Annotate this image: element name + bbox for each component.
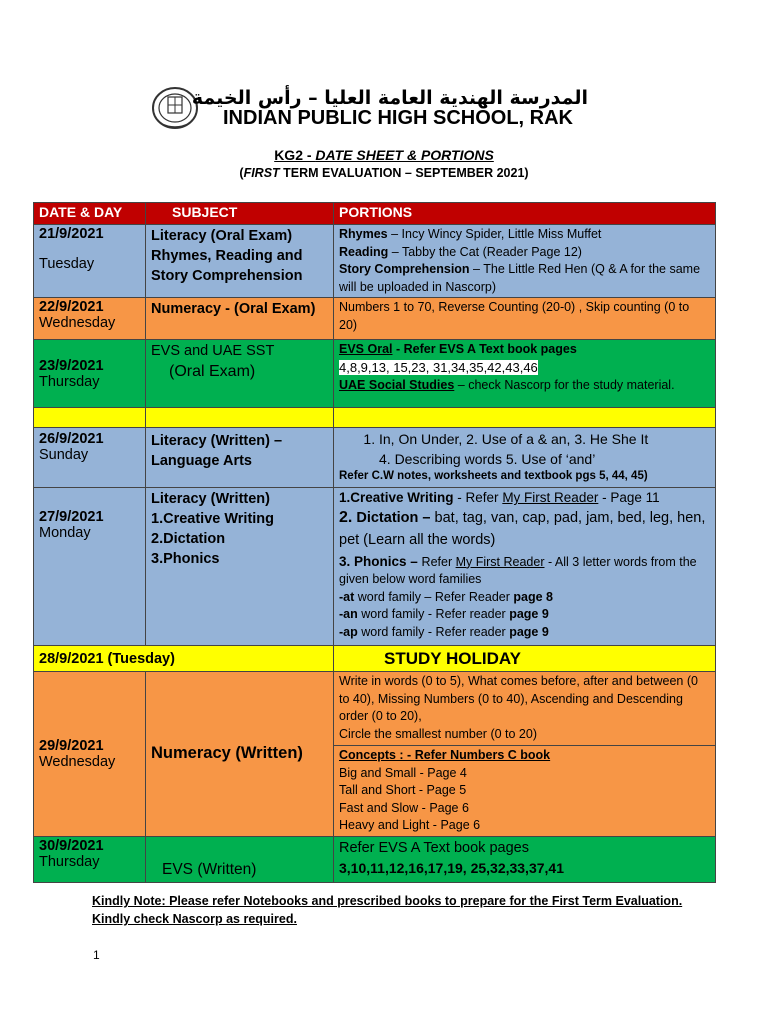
concept-item: Big and Small - Page 4 bbox=[339, 765, 467, 780]
subject-line: EVS and UAE SST bbox=[151, 343, 275, 359]
row-day: Wednesday bbox=[39, 753, 116, 770]
portion-label: 1.Creative Writing bbox=[339, 490, 454, 505]
date-cell bbox=[34, 672, 146, 837]
portion-text: – Tabby the Cat (Reader Page 12) bbox=[388, 244, 582, 259]
subtitle-first: FIRST bbox=[243, 166, 280, 180]
table-row bbox=[34, 340, 716, 408]
portions-cell bbox=[334, 746, 716, 837]
portions-cell bbox=[334, 225, 716, 298]
portion-text: Refer EVS A Text book pages bbox=[339, 839, 529, 856]
list-item: 4. Describing words 5. Use of ‘and’ bbox=[379, 451, 596, 467]
portion-pages: 3,10,11,12,16,17,19, 25,32,33,37,41 bbox=[339, 859, 564, 876]
page-ref: page 8 bbox=[513, 589, 553, 604]
subject-cell bbox=[146, 340, 334, 408]
title-prefix: KG2 - bbox=[274, 147, 316, 163]
subject-part: EVS bbox=[162, 860, 198, 878]
portion-text: word family - Refer reader bbox=[357, 624, 510, 639]
subject-cell: Literacy (Written) – Language Arts bbox=[146, 428, 334, 488]
portions-cell bbox=[334, 836, 716, 882]
subject-line: (Oral Exam) bbox=[169, 363, 256, 380]
row-date: 21/9/2021 bbox=[39, 226, 104, 242]
word-family: -ap bbox=[339, 624, 358, 639]
page-subtitle bbox=[0, 166, 768, 180]
date-cell bbox=[34, 340, 146, 408]
row-day: Sunday bbox=[39, 447, 89, 463]
table-row bbox=[34, 488, 716, 646]
subject-line: 3.Phonics bbox=[151, 551, 220, 567]
row-day: Wednesday bbox=[39, 315, 116, 331]
concepts-heading: Concepts : - Refer Numbers C book bbox=[339, 748, 551, 762]
page-number: 1 bbox=[93, 948, 100, 962]
portion-list bbox=[339, 429, 710, 449]
concept-item: Heavy and Light - Page 6 bbox=[339, 818, 481, 832]
row-date: 26/9/2021 bbox=[39, 431, 104, 447]
subject-cell bbox=[146, 836, 334, 882]
table-header-row bbox=[34, 203, 716, 225]
portion-text: word family – Refer Reader bbox=[354, 589, 514, 604]
subject-line: 2.Dictation bbox=[151, 531, 226, 547]
table-row bbox=[34, 225, 716, 298]
portion-label: Phonics – bbox=[350, 553, 422, 569]
portion-text: word family - Refer reader bbox=[357, 607, 510, 621]
book-name: My First Reader bbox=[455, 554, 545, 569]
row-date: 30/9/2021 bbox=[39, 837, 104, 854]
portion-label: UAE Social Studies bbox=[339, 378, 455, 392]
date-cell bbox=[34, 488, 146, 646]
header-date: DATE & DAY bbox=[34, 203, 146, 225]
header-subject: SUBJECT bbox=[146, 203, 334, 225]
word-family: -at bbox=[339, 589, 355, 604]
word-family: -an bbox=[339, 607, 358, 621]
school-name: INDIAN PUBLIC HIGH SCHOOL, RAK bbox=[223, 107, 573, 129]
table-row bbox=[34, 298, 716, 340]
portion-text: - Page 11 bbox=[598, 490, 660, 505]
portion-note: Refer C.W notes, worksheets and textbook pgs 5, 44, 45) bbox=[339, 470, 648, 482]
portions-cell bbox=[334, 488, 716, 646]
row-date: 22/9/2021 bbox=[39, 299, 104, 315]
portion-label: EVS Oral bbox=[339, 342, 393, 356]
portion-text: Circle the smallest number (0 to 20) bbox=[339, 726, 537, 741]
subtitle-open: ( bbox=[239, 166, 244, 180]
table-row bbox=[34, 428, 716, 488]
portion-text: – The Little Red Hen (Q & A for the same will be uploaded in Nascorp) bbox=[339, 262, 701, 294]
portion-text: - Refer bbox=[453, 490, 503, 505]
table-row bbox=[34, 408, 716, 428]
portions-cell: Numbers 1 to 70, Reverse Counting (20-0) , Skip counting (0 to 20) bbox=[334, 298, 716, 340]
subject-cell: Literacy (Oral Exam) Rhymes, Reading and Story Comprehension bbox=[146, 225, 334, 298]
portion-text: - All 3 letter words from the given below word families bbox=[339, 554, 697, 586]
subject-cell: Numeracy - (Oral Exam) bbox=[146, 298, 334, 340]
date-cell bbox=[34, 225, 146, 298]
header-portions: PORTIONS bbox=[334, 203, 716, 225]
table-row bbox=[34, 646, 716, 672]
concept-item: Fast and Slow - Page 6 bbox=[339, 800, 469, 815]
date-sheet-table bbox=[33, 202, 716, 883]
row-day: Monday bbox=[39, 525, 91, 541]
portions-cell bbox=[334, 340, 716, 408]
page-title bbox=[0, 147, 768, 163]
portion-text: bat, tag, van, cap, pad, jam, bed, leg, hen, pet (Learn all the words) bbox=[339, 509, 706, 548]
row-day: Tuesday bbox=[39, 256, 95, 272]
subject-cell bbox=[146, 488, 334, 646]
subject-line: 1.Creative Writing bbox=[151, 511, 275, 527]
portion-label: Reading bbox=[339, 244, 389, 259]
school-header bbox=[150, 85, 590, 133]
portion-text: – Incy Wincy Spider, Little Miss Muffet bbox=[387, 227, 602, 241]
portion-text: Write in words (0 to 5), What comes before, after and between (0 to 40), Missing Numbers (0 to 40), Ascending and Descending order (0 to 20), bbox=[339, 674, 698, 723]
portion-label: Dictation – bbox=[352, 509, 435, 526]
portions-cell bbox=[334, 672, 716, 746]
portion-text: - Refer EVS A Text book pages bbox=[392, 342, 577, 356]
list-item: 1. In, On Under, 2. Use of a & an, 3. He She It bbox=[379, 429, 710, 449]
portion-text: Refer bbox=[421, 554, 456, 569]
portions-cell bbox=[334, 428, 716, 488]
row-date: 23/9/2021 bbox=[39, 357, 104, 374]
holiday-label: STUDY HOLIDAY bbox=[334, 646, 716, 672]
portion-label: Story Comprehension bbox=[339, 262, 470, 276]
kindly-note: Kindly Note: Please refer Notebooks and prescribed books to prepare for the First Term Evaluation. Kindly check Nascorp as required. bbox=[92, 894, 683, 926]
holiday-date: 28/9/2021 (Tuesday) bbox=[34, 646, 334, 672]
subject-cell: Numeracy (Written) bbox=[146, 672, 334, 837]
page-ref: page 9 bbox=[509, 624, 549, 639]
empty-cell bbox=[146, 408, 334, 428]
title-main: DATE SHEET & PORTIONS bbox=[315, 147, 494, 163]
portion-num: 2. bbox=[339, 508, 353, 526]
school-name-arabic: المدرسة الهندية العامة العليا – رأس الخيمة bbox=[191, 87, 588, 109]
row-day: Thursday bbox=[39, 853, 100, 870]
portion-label: Rhymes bbox=[339, 227, 388, 241]
row-day: Thursday bbox=[39, 373, 100, 390]
empty-cell bbox=[334, 408, 716, 428]
subject-line: Literacy (Written) bbox=[151, 491, 270, 507]
portion-pages: 4,8,9,13, 15,23, 31,34,35,42,43,46 bbox=[339, 359, 538, 375]
subject-part: (Written) bbox=[197, 860, 257, 878]
date-cell bbox=[34, 428, 146, 488]
book-name: My First Reader bbox=[502, 490, 599, 505]
row-date: 29/9/2021 bbox=[39, 737, 104, 754]
empty-cell bbox=[34, 408, 146, 428]
date-cell bbox=[34, 298, 146, 340]
table-row bbox=[34, 672, 716, 746]
concept-item: Tall and Short - Page 5 bbox=[339, 783, 467, 797]
page-ref: page 9 bbox=[509, 607, 549, 621]
row-date: 27/9/2021 bbox=[39, 509, 104, 525]
subtitle-rest: TERM EVALUATION – SEPTEMBER 2021) bbox=[279, 166, 529, 180]
date-cell bbox=[34, 836, 146, 882]
portion-text: – check Nascorp for the study material. bbox=[454, 378, 675, 392]
table-row bbox=[34, 836, 716, 882]
portion-num: 3. bbox=[339, 553, 351, 569]
